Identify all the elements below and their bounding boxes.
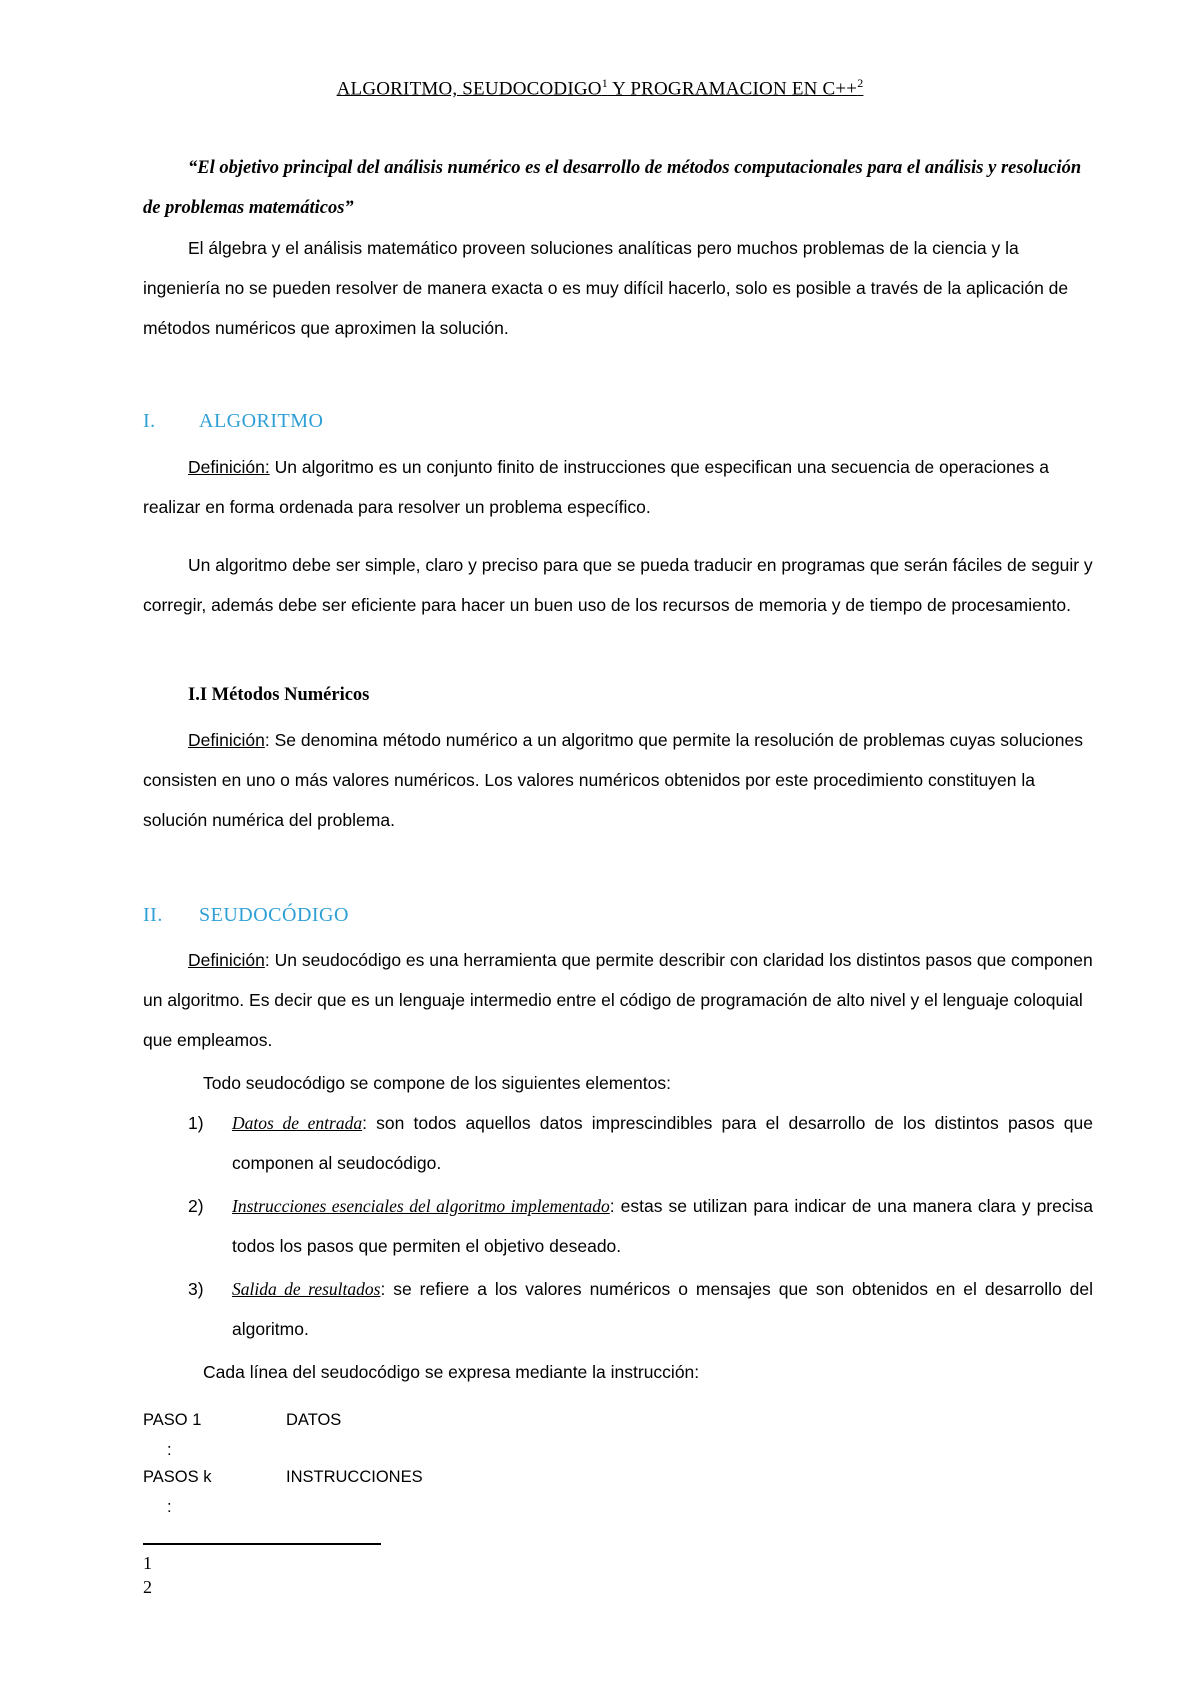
code-step-1-value: DATOS xyxy=(286,1411,342,1429)
list-term: Salida de resultados xyxy=(232,1279,381,1299)
footnote-1: 1 xyxy=(143,1553,152,1573)
definition-text: Un algoritmo es un conjunto finito de instrucciones que especifican una secuencia de operaciones a realizar en forma ordenada para resolver un problema específico. xyxy=(143,457,1049,517)
list-marker: 2) xyxy=(188,1196,204,1216)
footnote-separator xyxy=(143,1543,381,1545)
footnote-ref-2[interactable]: 2 xyxy=(857,76,864,90)
list-item xyxy=(188,1269,1093,1349)
seudocodigo-definition xyxy=(143,940,1093,1060)
list-text: : se refiere a los valores numéricos o mensajes que son obtenidos en el desarrollo del algoritmo. xyxy=(232,1279,1094,1339)
definition-text: : Se denomina método numérico a un algoritmo que permite la resolución de problemas cuyas soluciones consisten en uno o más valores numéricos. Los valores numéricos obtenidos por este procedimiento constituyen la solución numérica del problema. xyxy=(143,730,1083,830)
list-marker: 3) xyxy=(188,1279,204,1299)
elements-list xyxy=(188,1103,1093,1352)
code-ellipsis-2: : xyxy=(167,1498,172,1516)
elements-intro: Todo seudocódigo se compone de los siguientes elementos: xyxy=(203,1073,671,1093)
document-title xyxy=(0,76,1200,100)
title-part-1: ALGORITMO, SEUDOCODIGO xyxy=(336,78,602,100)
list-text: : estas se utilizan para indicar de una manera clara y precisa todos los pasos que permiten el objetivo deseado. xyxy=(232,1196,1093,1256)
section-number: II. xyxy=(143,904,163,926)
title-part-2: Y PROGRAMACION EN C++ xyxy=(607,78,858,100)
list-item xyxy=(188,1103,1093,1183)
section-number: I. xyxy=(143,410,156,432)
list-term: Datos de entrada xyxy=(232,1113,363,1133)
code-step-k: PASOS k xyxy=(143,1468,212,1486)
definition-text: : Un seudocódigo es una herramienta que permite describir con claridad los distintos pasos que componen un algoritmo. Es decir que es un lenguaje intermedio entre el código de programación de alto nivel y el lenguaje coloquial que empleamos. xyxy=(143,950,1093,1050)
line-intro: Cada línea del seudocódigo se expresa mediante la instrucción: xyxy=(203,1362,700,1382)
definition-label: Definición: xyxy=(188,457,270,477)
metodos-definition xyxy=(143,720,1093,840)
section-heading-seudocodigo xyxy=(143,904,349,927)
epigraph-quote: “El objetivo principal del análisis numérico es el desarrollo de métodos computacionales para el análisis y resolución de problemas matemáticos” xyxy=(143,158,1082,218)
list-text: : son todos aquellos datos imprescindibles para el desarrollo de los distintos pasos que componen al seudocódigo. xyxy=(232,1113,1093,1173)
definition-label: Definición xyxy=(188,950,265,970)
definition-label: Definición xyxy=(188,730,265,750)
footnote-2: 2 xyxy=(143,1577,152,1597)
code-step-1: PASO 1 xyxy=(143,1411,202,1429)
section-heading-algoritmo xyxy=(143,410,324,433)
code-ellipsis-1: : xyxy=(167,1441,172,1459)
intro-paragraph: El álgebra y el análisis matemático proveen soluciones analíticas pero muchos problemas de la ciencia y la ingeniería no se pueden resolver de manera exacta o es muy difícil hacerlo, solo es posible a través de la aplicación de métodos numéricos que aproximen la solución. xyxy=(143,238,1069,338)
algoritmo-definition xyxy=(143,447,1093,527)
list-item xyxy=(188,1186,1093,1266)
subsection-heading-metodos-numericos: I.I Métodos Numéricos xyxy=(188,685,370,705)
algoritmo-paragraph: Un algoritmo debe ser simple, claro y preciso para que se pueda traducir en programas que serán fáciles de seguir y corregir, además debe ser eficiente para hacer un buen uso de los recursos de memoria y de tiempo de procesamiento. xyxy=(143,555,1093,615)
section-title: SEUDOCÓDIGO xyxy=(199,904,349,926)
code-step-k-value: INSTRUCCIONES xyxy=(286,1468,423,1486)
list-term: Instrucciones esenciales del algoritmo implementado xyxy=(232,1196,610,1216)
footnote-ref-1[interactable]: 1 xyxy=(601,76,608,90)
section-title: ALGORITMO xyxy=(199,410,324,432)
list-marker: 1) xyxy=(188,1113,204,1133)
